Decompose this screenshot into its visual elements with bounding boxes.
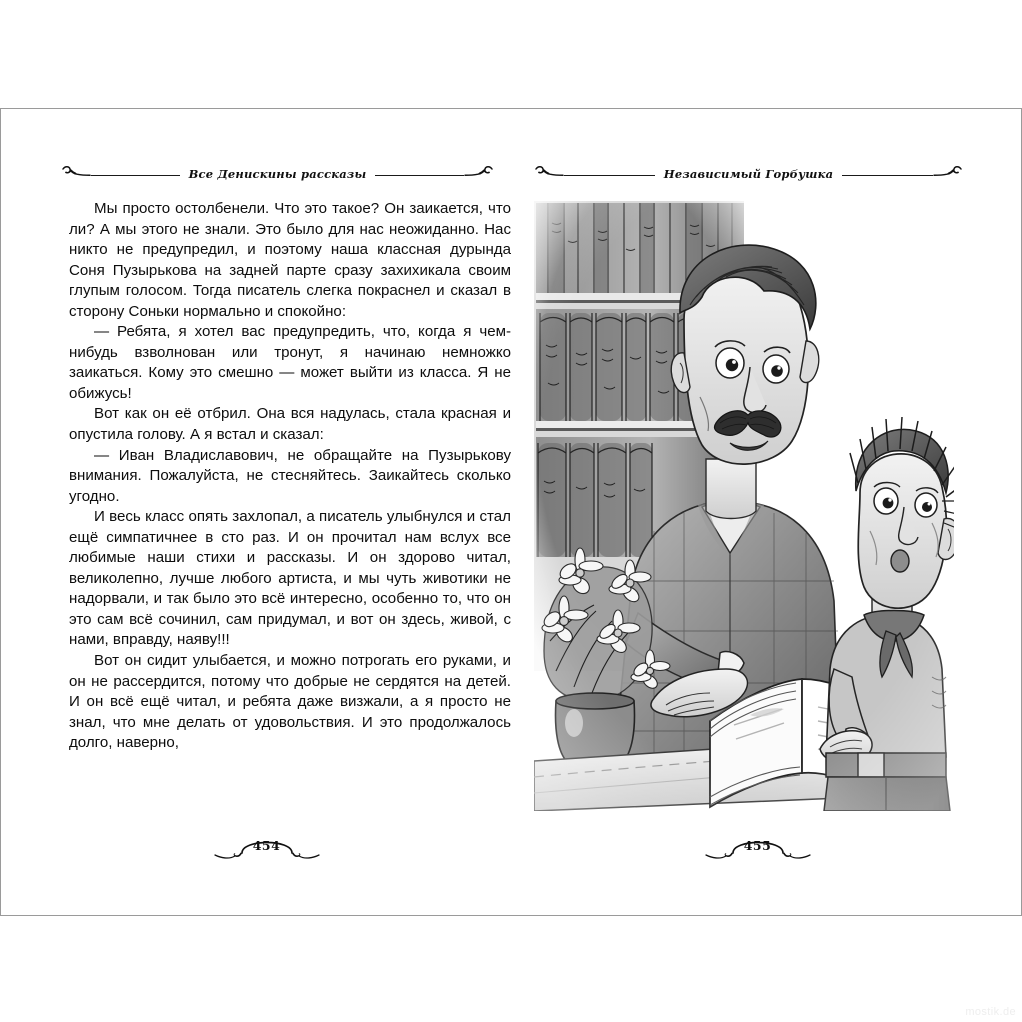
flourish-left-icon xyxy=(534,164,564,184)
page-right xyxy=(512,109,1003,915)
paragraph: — Иван Владиславович, не обращайте на Пузырькову внимания. Пожалуйста, не стесняйтесь. Заикайтесь сколько угодно. xyxy=(69,446,511,505)
paragraph: И весь класс опять захлопал, а писатель улыбнулся и стал ещё симпатичнее в сто раз. И он прочитал нам вслух все любимые наши стихи и рассказы. И он здорово читал, великолепно, лучше любого артиста, и мы чуть животики не надорвали, и так было это всё интересно, особенно то, что он это сам всё сочинил, сам придумал, и вот он здесь, живой, с нами, вправду, наяву!!! xyxy=(69,508,511,649)
running-head-title: Все Денискины рассказы xyxy=(188,167,367,181)
folio-right xyxy=(512,829,1022,863)
illustration xyxy=(534,201,954,811)
illustration-artwork xyxy=(534,201,954,811)
flourish-left-icon xyxy=(61,164,91,184)
book-spread xyxy=(1,109,1021,915)
watermark: mostik.de xyxy=(965,1006,1016,1018)
running-head-right xyxy=(534,161,963,187)
paragraph: Мы просто остолбенели. Что это такое? Он заикается, что ли? А мы этого не знали. Это было для нас неожиданно. Нас никто не предупредил, и поэтому наша классная дурында Соня Пузырькова на задней парте сразу захихикала своим глупым голосом. Тогда писатель слегка покраснел и сказал в сторону Соньки нормально и спокойно: xyxy=(69,200,511,320)
header-rule-left xyxy=(91,175,180,176)
paragraph: Вот как он её отбрил. Она вся надулась, стала красная и опустила голову. А я встал и сказал: xyxy=(69,405,511,444)
flourish-right-icon xyxy=(933,164,963,184)
page-left xyxy=(21,109,512,915)
page-number: 455 xyxy=(743,838,772,853)
running-head-title: Независимый Горбушка xyxy=(663,167,834,181)
paragraph: — Ребята, я хотел вас предупредить, что, когда я чем-нибудь взволнован или тронут, я начинаю немножко заикаться. Кому это смешно — может выйти из класса. Я не обижусь! xyxy=(69,323,511,402)
header-rule-right xyxy=(375,175,464,176)
body-text-left xyxy=(69,199,511,754)
scanned-page-frame xyxy=(0,108,1022,916)
header-rule-left xyxy=(564,175,655,176)
flourish-right-icon xyxy=(464,164,494,184)
boy-figure xyxy=(820,417,954,811)
running-head-left xyxy=(61,161,494,187)
header-rule-right xyxy=(842,175,933,176)
page-number: 454 xyxy=(252,838,281,853)
paragraph: Вот он сидит улыбается, и можно потрогать его руками, и он не рассердится, потому что добрые не сердятся на детей. И он всё ещё читал, и ребята даже визжали, а я просто не знал, что мне делать от удовольствия. И это продолжалось долго, наверно, xyxy=(69,652,511,752)
